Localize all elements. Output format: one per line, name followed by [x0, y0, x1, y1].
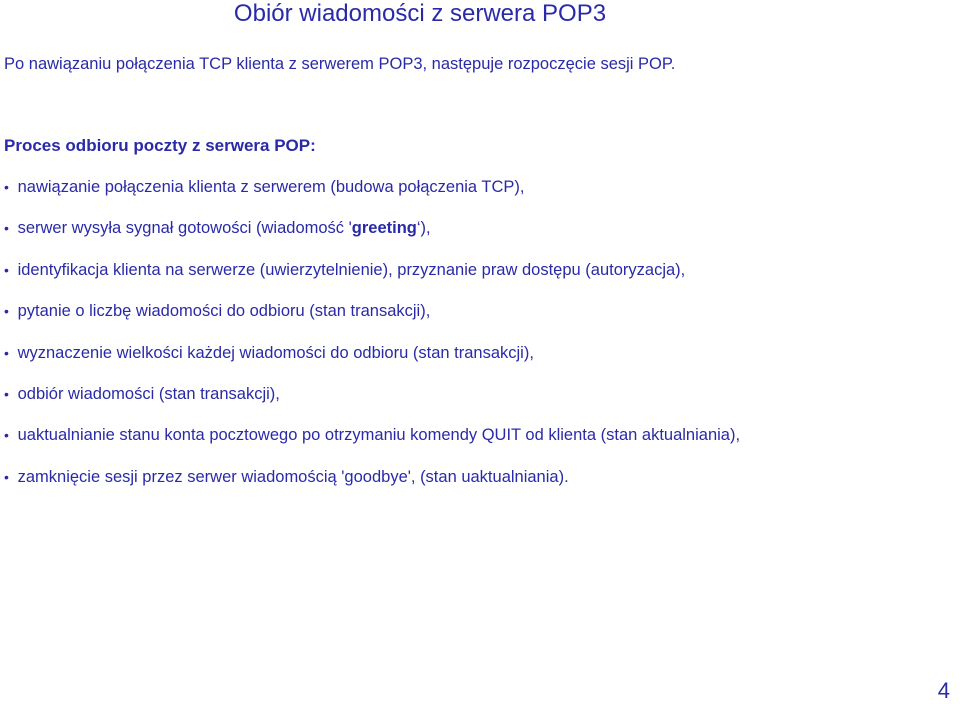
list-item-text: nawiązanie połączenia klienta z serwerem (budowa połączenia TCP),: [17, 178, 525, 196]
list-item: [0, 468, 740, 509]
section-heading: Proces odbioru poczty z serwera POP:: [4, 136, 316, 155]
intro-text: Po nawiązaniu połączenia TCP klienta z serwerem POP3, następuje rozpoczęcie sesji POP.: [4, 55, 676, 73]
bullet-icon: •: [4, 220, 9, 237]
slide-title: Obiór wiadomości z serwera POP3: [233, 0, 607, 27]
list-item-text: pytanie o liczbę wiadomości do odbioru (stan transakcji),: [17, 302, 431, 321]
list-item: [0, 219, 740, 260]
list-item-text: uaktualnianie stanu konta pocztowego po otrzymaniu komendy QUIT od klienta (stan aktualniania),: [17, 426, 741, 445]
list-item: [0, 302, 740, 343]
bullet-icon: •: [4, 179, 9, 195]
list-item: [0, 261, 740, 302]
list-item: [0, 344, 740, 385]
list-item-text: odbiór wiadomości (stan transakcji),: [17, 384, 280, 403]
page-number: 4: [937, 678, 950, 703]
list-item-text: identyfikacja klienta na serwerze (uwierzytelnienie), przyznanie praw dostępu (autoryzacja),: [17, 260, 686, 279]
process-steps-list: [0, 178, 740, 509]
list-item-text-suffix: ‘),: [416, 219, 431, 238]
list-item: [0, 178, 740, 219]
bullet-icon: •: [4, 385, 9, 402]
bullet-icon: •: [4, 261, 9, 278]
bullet-icon: •: [4, 468, 9, 485]
list-item-text: zamknięcie sesji przez serwer wiadomością 'goodbye', (stan uaktualniania).: [17, 467, 569, 486]
list-item-text-bold: greeting: [351, 219, 417, 238]
bullet-icon: •: [4, 344, 9, 361]
bullet-icon: •: [4, 303, 9, 320]
list-item: [0, 385, 740, 426]
list-item-text-prefix: serwer wysyła sygnał gotowości (wiadomość ': [17, 219, 352, 238]
list-item-text: wyznaczenie wielkości każdej wiadomości do odbioru (stan transakcji),: [17, 343, 534, 362]
bullet-icon: •: [4, 427, 9, 444]
list-item: [0, 426, 740, 467]
